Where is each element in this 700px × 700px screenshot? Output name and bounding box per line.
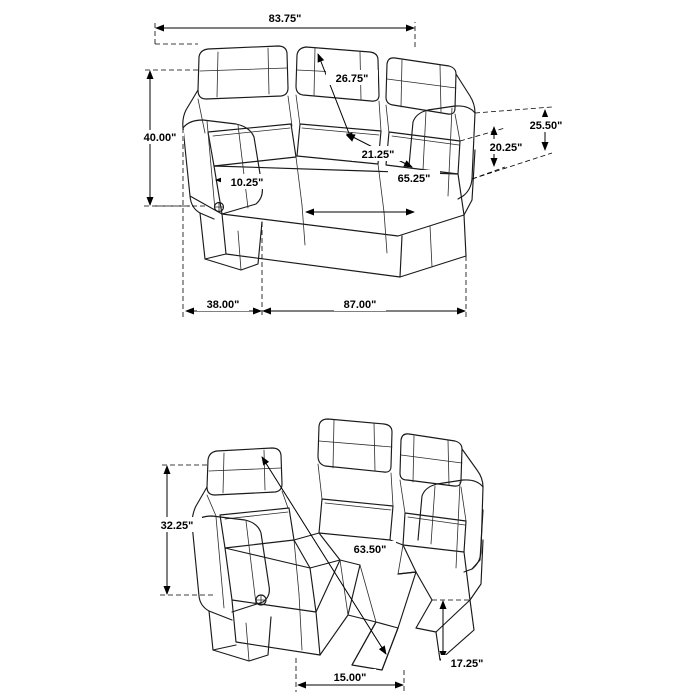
bottom-view-dimensions [152, 457, 493, 692]
dim-depth: 38.00" [206, 299, 240, 311]
dim-arm-width: 10.25" [230, 177, 264, 189]
dim-extended-width: 87.00" [343, 299, 377, 311]
top-view-dimensions [136, 11, 572, 318]
bottom-view-sofa [192, 419, 483, 670]
dim-overall-height: 40.00" [143, 132, 177, 144]
dim-overall-width: 83.75" [268, 13, 302, 25]
dim-reclined-height: 32.25" [160, 520, 194, 532]
dim-reclined-diagonal: 63.50" [353, 544, 387, 556]
dim-footrest-height: 17.25" [450, 658, 484, 670]
dim-footrest-depth: 15.00" [333, 672, 367, 684]
dim-seat-height: 20.25" [489, 142, 523, 154]
dim-arm-height: 25.50" [529, 120, 563, 132]
dim-seat-width: 65.25" [397, 173, 431, 185]
dim-seat-depth: 21.25" [361, 149, 395, 161]
dim-back-height: 26.75" [335, 73, 369, 85]
